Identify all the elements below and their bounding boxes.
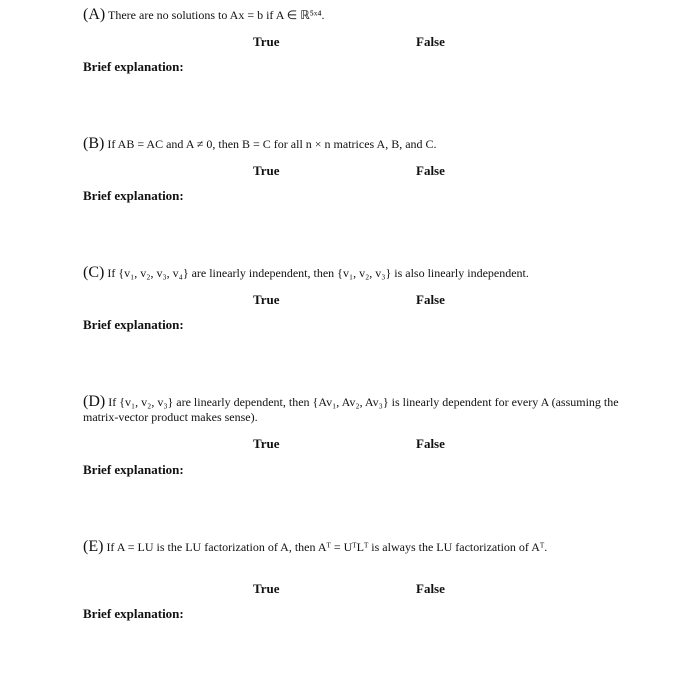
true-option[interactable]: True <box>253 581 280 596</box>
false-option[interactable]: False <box>416 292 445 307</box>
statement-text: If {v₁, v₂, v₃, v₄} are linearly independent, then {v₁, v₂, v₃} is also linearly independent. <box>107 266 529 280</box>
true-option[interactable]: True <box>253 436 280 451</box>
false-option[interactable]: False <box>416 581 445 596</box>
question-label: (D) <box>83 393 106 410</box>
brief-explanation-label: Brief explanation: <box>83 188 184 203</box>
false-option[interactable]: False <box>416 163 445 178</box>
statement-text: There are no solutions to Ax = b if A ∈ ℝ⁵ˣ⁴. <box>108 8 325 22</box>
false-option[interactable]: False <box>416 34 445 49</box>
statement-text: If AB = AC and A ≠ 0, then B = C for all n × n matrices A, B, and C. <box>107 137 437 151</box>
question-label: (A) <box>83 6 106 23</box>
question-statement <box>83 136 623 152</box>
false-option[interactable]: False <box>416 436 445 451</box>
brief-explanation-label: Brief explanation: <box>83 462 184 477</box>
brief-explanation-label: Brief explanation: <box>83 59 184 74</box>
question-statement <box>83 7 623 23</box>
question-statement <box>83 539 623 555</box>
question-statement <box>83 265 623 281</box>
question-label: (E) <box>83 538 104 555</box>
true-option[interactable]: True <box>253 292 280 307</box>
true-option[interactable]: True <box>253 34 280 49</box>
brief-explanation-label: Brief explanation: <box>83 317 184 332</box>
question-statement <box>83 394 623 425</box>
brief-explanation-label: Brief explanation: <box>83 606 184 621</box>
statement-text: If {v₁, v₂, v₃} are linearly dependent, then {Av₁, Av₂, Av₃} is linearly dependent for every A (assuming the matrix-vector product makes sense). <box>83 395 619 424</box>
question-label: (C) <box>83 264 105 281</box>
true-option[interactable]: True <box>253 163 280 178</box>
question-label: (B) <box>83 135 105 152</box>
statement-text: If A = LU is the LU factorization of A, then Aᵀ = UᵀLᵀ is always the LU factorization of Aᵀ. <box>106 540 548 554</box>
